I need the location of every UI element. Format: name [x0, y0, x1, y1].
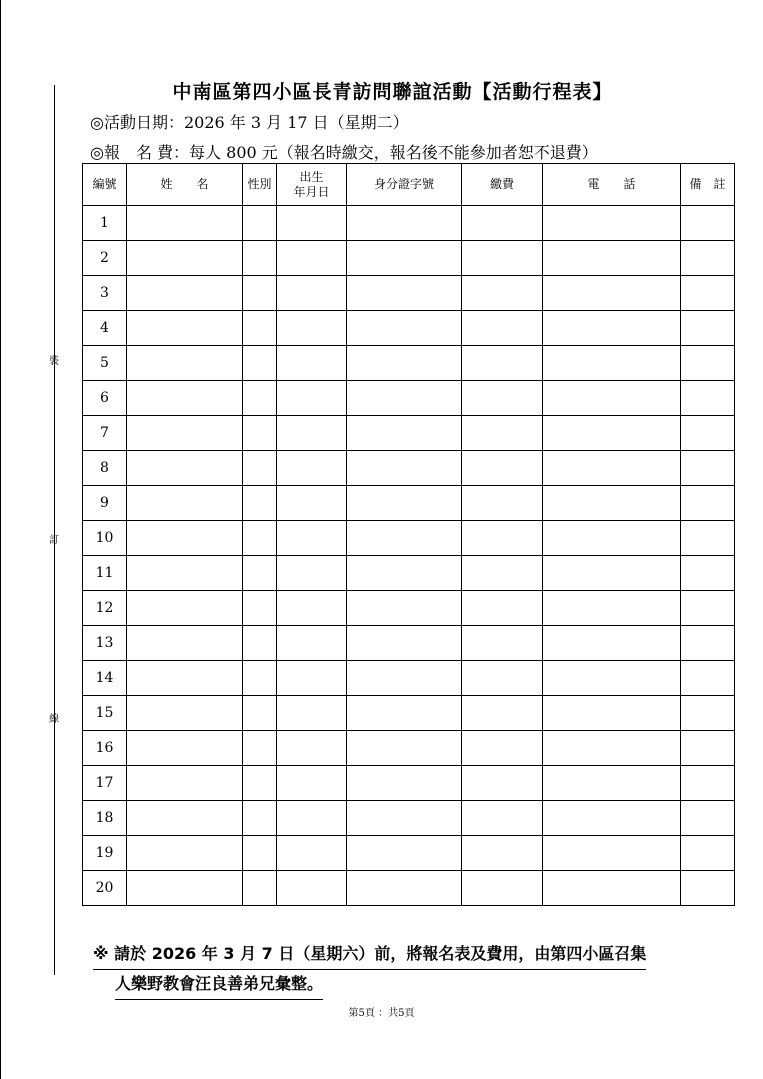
table-row	[83, 871, 735, 906]
cell-birthdate[interactable]	[277, 206, 347, 241]
cell-remarks[interactable]	[681, 276, 735, 311]
cell-name[interactable]	[127, 871, 243, 906]
cell-remarks[interactable]	[681, 731, 735, 766]
row-number: 17	[83, 766, 127, 801]
binding-line	[54, 85, 55, 975]
cell-payment[interactable]	[462, 661, 543, 696]
cell-gender[interactable]	[243, 766, 277, 801]
cell-name[interactable]	[127, 556, 243, 591]
cell-payment[interactable]	[462, 451, 543, 486]
table-row	[83, 591, 735, 626]
row-number: 13	[83, 626, 127, 661]
row-number: 19	[83, 836, 127, 871]
table-row	[83, 766, 735, 801]
cell-remarks[interactable]	[681, 416, 735, 451]
cell-id-number[interactable]	[347, 626, 462, 661]
cell-remarks[interactable]	[681, 241, 735, 276]
table-row	[83, 346, 735, 381]
cell-phone[interactable]	[543, 591, 681, 626]
cell-payment[interactable]	[462, 731, 543, 766]
cell-birthdate[interactable]	[277, 661, 347, 696]
cell-birthdate[interactable]	[277, 416, 347, 451]
cell-payment[interactable]	[462, 591, 543, 626]
page-left-border	[0, 0, 1, 1079]
table-row	[83, 731, 735, 766]
cell-gender[interactable]	[243, 311, 277, 346]
table-row	[83, 416, 735, 451]
cell-phone[interactable]	[543, 766, 681, 801]
cell-gender[interactable]	[243, 241, 277, 276]
header-number: 編號	[83, 164, 127, 206]
cell-gender[interactable]	[243, 381, 277, 416]
cell-remarks[interactable]	[681, 556, 735, 591]
cell-birthdate[interactable]	[277, 696, 347, 731]
cell-phone[interactable]	[543, 626, 681, 661]
table-row	[83, 556, 735, 591]
page-footer: 第5頁 ：共5頁	[348, 1008, 415, 1019]
table-row	[83, 381, 735, 416]
cell-name[interactable]	[127, 661, 243, 696]
cell-birthdate[interactable]	[277, 626, 347, 661]
cell-name[interactable]	[127, 241, 243, 276]
cell-payment[interactable]	[462, 486, 543, 521]
cell-phone[interactable]	[543, 451, 681, 486]
cell-id-number[interactable]	[347, 661, 462, 696]
row-number: 18	[83, 801, 127, 836]
cell-gender[interactable]	[243, 731, 277, 766]
row-number: 1	[83, 206, 127, 241]
cell-gender[interactable]	[243, 696, 277, 731]
cell-name[interactable]	[127, 696, 243, 731]
cell-remarks[interactable]	[681, 871, 735, 906]
cell-name[interactable]	[127, 276, 243, 311]
cell-gender[interactable]	[243, 626, 277, 661]
cell-remarks[interactable]	[681, 626, 735, 661]
cell-name[interactable]	[127, 836, 243, 871]
row-number: 6	[83, 381, 127, 416]
header-gender: 性別	[243, 164, 277, 206]
cell-gender[interactable]	[243, 591, 277, 626]
cell-phone[interactable]	[543, 416, 681, 451]
header-remarks: 備 註	[681, 164, 735, 206]
table-row	[83, 836, 735, 871]
cell-remarks[interactable]	[681, 766, 735, 801]
cell-payment[interactable]	[462, 276, 543, 311]
cell-name[interactable]	[127, 381, 243, 416]
header-name: 姓 名	[127, 164, 243, 206]
row-number: 2	[83, 241, 127, 276]
cell-name[interactable]	[127, 311, 243, 346]
cell-phone[interactable]	[543, 521, 681, 556]
cell-birthdate[interactable]	[277, 381, 347, 416]
cell-phone[interactable]	[543, 801, 681, 836]
cell-name[interactable]	[127, 416, 243, 451]
header-birth-line1: 出生	[299, 169, 324, 184]
cell-gender[interactable]	[243, 871, 277, 906]
cell-remarks[interactable]	[681, 836, 735, 871]
cell-gender[interactable]	[243, 521, 277, 556]
cell-id-number[interactable]	[347, 486, 462, 521]
table-row	[83, 451, 735, 486]
cell-phone[interactable]	[543, 871, 681, 906]
cell-id-number[interactable]	[347, 871, 462, 906]
cell-gender[interactable]	[243, 801, 277, 836]
cell-payment[interactable]	[462, 696, 543, 731]
cell-phone[interactable]	[543, 661, 681, 696]
table-body	[83, 206, 735, 906]
row-number: 4	[83, 311, 127, 346]
header-birth-line2: 年月日	[293, 184, 330, 199]
cell-id-number[interactable]	[347, 801, 462, 836]
cell-birthdate[interactable]	[277, 311, 347, 346]
cell-id-number[interactable]	[347, 521, 462, 556]
cell-remarks[interactable]	[681, 591, 735, 626]
table-row	[83, 661, 735, 696]
row-number: 7	[83, 416, 127, 451]
row-number: 16	[83, 731, 127, 766]
note-line-1: ※ 請於 2026 年 3 月 7 日（星期六）前，將報名表及費用，由第四小區召集	[93, 940, 646, 970]
cell-payment[interactable]	[462, 836, 543, 871]
deadline-note	[93, 940, 646, 1000]
cell-id-number[interactable]	[347, 451, 462, 486]
cell-gender[interactable]	[243, 556, 277, 591]
table-row	[83, 521, 735, 556]
table-row	[83, 696, 735, 731]
cell-remarks[interactable]	[681, 311, 735, 346]
cell-payment[interactable]	[462, 521, 543, 556]
row-number: 10	[83, 521, 127, 556]
cell-payment[interactable]	[462, 311, 543, 346]
document-title: 中南區第四小區長青訪問聯誼活動【活動行程表】	[172, 81, 613, 103]
cell-name[interactable]	[127, 731, 243, 766]
cell-phone[interactable]	[543, 556, 681, 591]
header-phone: 電 話	[543, 164, 681, 206]
cell-payment[interactable]	[462, 871, 543, 906]
row-number: 11	[83, 556, 127, 591]
cell-payment[interactable]	[462, 416, 543, 451]
cell-remarks[interactable]	[681, 696, 735, 731]
header-payment: 繳費	[462, 164, 543, 206]
cell-id-number[interactable]	[347, 766, 462, 801]
cell-payment[interactable]	[462, 346, 543, 381]
cell-id-number[interactable]	[347, 416, 462, 451]
cell-gender[interactable]	[243, 206, 277, 241]
cell-remarks[interactable]	[681, 451, 735, 486]
note-line-2: 人樂野教會汪良善弟兄彙整。	[115, 970, 323, 1000]
cell-remarks[interactable]	[681, 346, 735, 381]
binding-mark-xian: 線	[49, 714, 59, 725]
cell-id-number[interactable]	[347, 591, 462, 626]
cell-birthdate[interactable]	[277, 346, 347, 381]
cell-phone[interactable]	[543, 486, 681, 521]
table-row	[83, 311, 735, 346]
registration-fee: ◎報 名 費：每人 800 元（報名時繳交，報名後不能參加者恕不退費）	[90, 143, 598, 162]
cell-phone[interactable]	[543, 276, 681, 311]
cell-id-number[interactable]	[347, 311, 462, 346]
cell-phone[interactable]	[543, 206, 681, 241]
cell-name[interactable]	[127, 801, 243, 836]
cell-name[interactable]	[127, 451, 243, 486]
cell-birthdate[interactable]	[277, 591, 347, 626]
row-number: 8	[83, 451, 127, 486]
cell-birthdate[interactable]	[277, 731, 347, 766]
cell-gender[interactable]	[243, 836, 277, 871]
cell-id-number[interactable]	[347, 731, 462, 766]
cell-phone[interactable]	[543, 381, 681, 416]
cell-birthdate[interactable]	[277, 556, 347, 591]
row-number: 14	[83, 661, 127, 696]
cell-remarks[interactable]	[681, 521, 735, 556]
cell-remarks[interactable]	[681, 381, 735, 416]
table-row	[83, 486, 735, 521]
row-number: 9	[83, 486, 127, 521]
table-row	[83, 801, 735, 836]
row-number: 5	[83, 346, 127, 381]
cell-birthdate[interactable]	[277, 766, 347, 801]
table-header-row	[83, 164, 735, 206]
table-row	[83, 206, 735, 241]
cell-gender[interactable]	[243, 346, 277, 381]
cell-payment[interactable]	[462, 801, 543, 836]
cell-payment[interactable]	[462, 556, 543, 591]
cell-birthdate[interactable]	[277, 486, 347, 521]
row-number: 15	[83, 696, 127, 731]
cell-gender[interactable]	[243, 451, 277, 486]
activity-date: ◎活動日期：2026 年 3 月 17 日（星期二）	[90, 113, 409, 132]
row-number: 12	[83, 591, 127, 626]
cell-birthdate[interactable]	[277, 241, 347, 276]
cell-phone[interactable]	[543, 696, 681, 731]
table-row	[83, 241, 735, 276]
cell-birthdate[interactable]	[277, 871, 347, 906]
cell-name[interactable]	[127, 521, 243, 556]
cell-id-number[interactable]	[347, 836, 462, 871]
binding-mark-zhuang: 裝	[49, 356, 59, 367]
cell-payment[interactable]	[462, 381, 543, 416]
cell-birthdate[interactable]	[277, 276, 347, 311]
cell-birthdate[interactable]	[277, 451, 347, 486]
cell-id-number[interactable]	[347, 276, 462, 311]
cell-birthdate[interactable]	[277, 801, 347, 836]
cell-phone[interactable]	[543, 836, 681, 871]
cell-phone[interactable]	[543, 311, 681, 346]
cell-id-number[interactable]	[347, 556, 462, 591]
cell-payment[interactable]	[462, 241, 543, 276]
cell-gender[interactable]	[243, 486, 277, 521]
cell-remarks[interactable]	[681, 486, 735, 521]
cell-gender[interactable]	[243, 661, 277, 696]
cell-payment[interactable]	[462, 766, 543, 801]
cell-gender[interactable]	[243, 276, 277, 311]
cell-id-number[interactable]	[347, 381, 462, 416]
cell-id-number[interactable]	[347, 241, 462, 276]
row-number: 3	[83, 276, 127, 311]
cell-phone[interactable]	[543, 731, 681, 766]
cell-id-number[interactable]	[347, 696, 462, 731]
table-row	[83, 276, 735, 311]
cell-remarks[interactable]	[681, 801, 735, 836]
cell-name[interactable]	[127, 346, 243, 381]
cell-birthdate[interactable]	[277, 521, 347, 556]
cell-phone[interactable]	[543, 241, 681, 276]
header-birthdate	[277, 164, 347, 206]
cell-remarks[interactable]	[681, 206, 735, 241]
cell-remarks[interactable]	[681, 661, 735, 696]
cell-id-number[interactable]	[347, 206, 462, 241]
cell-gender[interactable]	[243, 416, 277, 451]
header-id-number: 身分證字號	[347, 164, 462, 206]
registration-table	[82, 163, 735, 906]
cell-name[interactable]	[127, 206, 243, 241]
cell-name[interactable]	[127, 591, 243, 626]
row-number: 20	[83, 871, 127, 906]
cell-name[interactable]	[127, 766, 243, 801]
cell-phone[interactable]	[543, 346, 681, 381]
cell-payment[interactable]	[462, 206, 543, 241]
cell-id-number[interactable]	[347, 346, 462, 381]
cell-payment[interactable]	[462, 626, 543, 661]
table-row	[83, 626, 735, 661]
cell-name[interactable]	[127, 486, 243, 521]
cell-name[interactable]	[127, 626, 243, 661]
binding-mark-ding: 訂	[49, 535, 59, 546]
cell-birthdate[interactable]	[277, 836, 347, 871]
